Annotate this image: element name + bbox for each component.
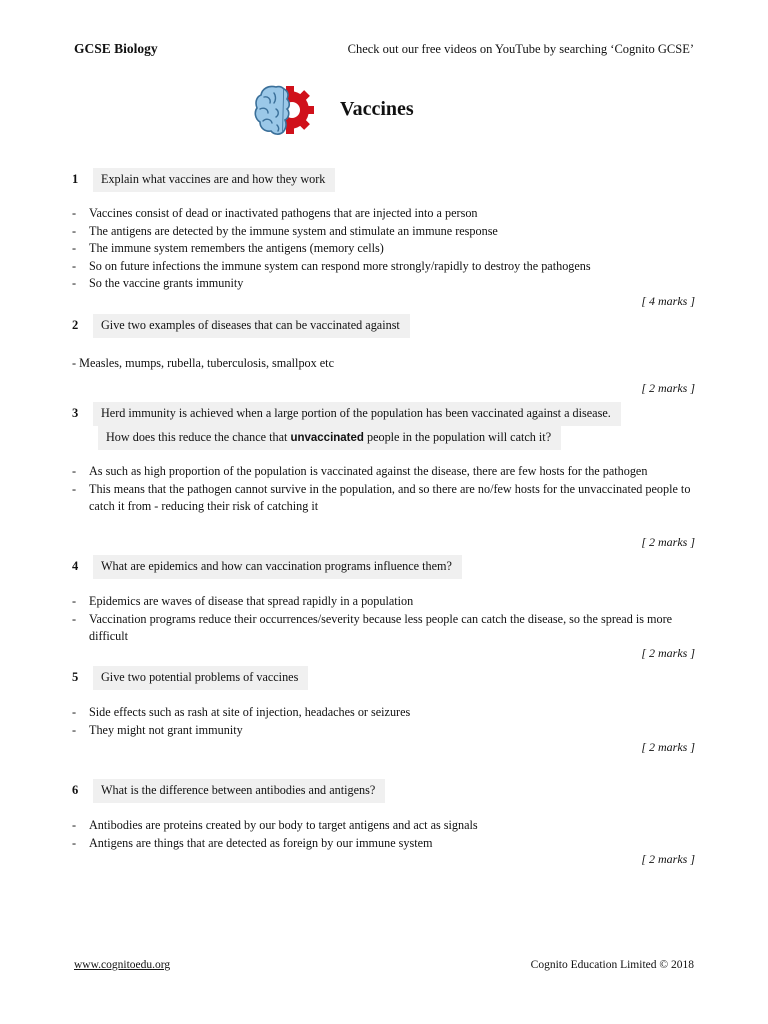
question-number: 3 [72,406,79,420]
list-item: - This means that the pathogen cannot survive in the population, and so there are no/few hosts for the unvaccinated people to catch it from - reducing their risk of catching it [72,481,691,513]
marks-label: [ 2 marks ] [641,740,695,754]
question-text: Herd immunity is achieved when a large portion of the population has been vaccinated against a disease. [93,402,621,426]
answer-list-3 [72,463,696,516]
marks-label: [ 2 marks ] [641,381,695,395]
question-text-line-2: How does this reduce the chance that unvaccinated people in the population will catch it? [98,426,561,450]
marks-label: [ 2 marks ] [641,646,695,660]
copyright-text: Cognito Education Limited © 2018 [530,959,694,971]
question-text: What are epidemics and how can vaccination programs influence them? [93,555,462,579]
question-number: 4 [72,559,79,573]
list-item: - The immune system remembers the antigens (memory cells) [72,241,384,255]
answer-list-5 [72,704,696,739]
question-text: What is the difference between antibodies and antigens? [93,779,385,803]
list-item: - The antigens are detected by the immune system and stimulate an immune response [72,223,498,238]
answer-text-2: - Measles, mumps, rubella, tuberculosis, smallpox etc [72,356,334,370]
answer-list-4 [72,593,696,646]
list-item: - Side effects such as rash at site of injection, headaches or seizures [72,705,411,719]
question-number: 2 [72,318,79,332]
list-item: - Antigens are things that are detected as foreign by our immune system [72,835,433,850]
list-item: - Antibodies are proteins created by our body to target antigens and act as signals [72,818,478,832]
question-text: Give two examples of diseases that can be vaccinated against [93,314,410,338]
question-text: Explain what vaccines are and how they work [93,168,335,192]
question-number: 6 [72,783,79,797]
worksheet-title: Vaccines [340,98,414,120]
marks-label: [ 2 marks ] [641,852,695,866]
list-item: - So on future infections the immune system can respond more strongly/rapidly to destroy the pathogens [72,258,591,273]
question-number: 1 [72,172,79,186]
list-item: - Vaccination programs reduce their occurrences/severity because less people can catch the disease, so the spread is more difficult [72,611,673,643]
question-text: Give two potential problems of vaccines [93,666,308,690]
list-item: - So the vaccine grants immunity [72,276,244,290]
list-item: - Vaccines consist of dead or inactivated pathogens that are injected into a person [72,206,478,220]
website-link[interactable]: www.cognitoedu.org [74,959,171,971]
marks-label: [ 2 marks ] [641,535,695,549]
brain-gear-logo-icon [254,81,316,139]
youtube-promo: Check out our free videos on YouTube by searching ‘Cognito GCSE’ [347,42,694,56]
list-item: - Epidemics are waves of disease that spread rapidly in a population [72,594,414,608]
page-header [74,41,694,61]
list-item: - As such as high proportion of the population is vaccinated against the disease, there are few hosts for the pathogen [72,464,648,478]
subject-label: GCSE Biology [74,41,158,56]
marks-label: [ 4 marks ] [641,294,695,308]
answer-list-1 [72,205,696,293]
list-item: - They might not grant immunity [72,722,243,737]
answer-list-6 [72,817,696,852]
question-number: 5 [72,670,79,684]
